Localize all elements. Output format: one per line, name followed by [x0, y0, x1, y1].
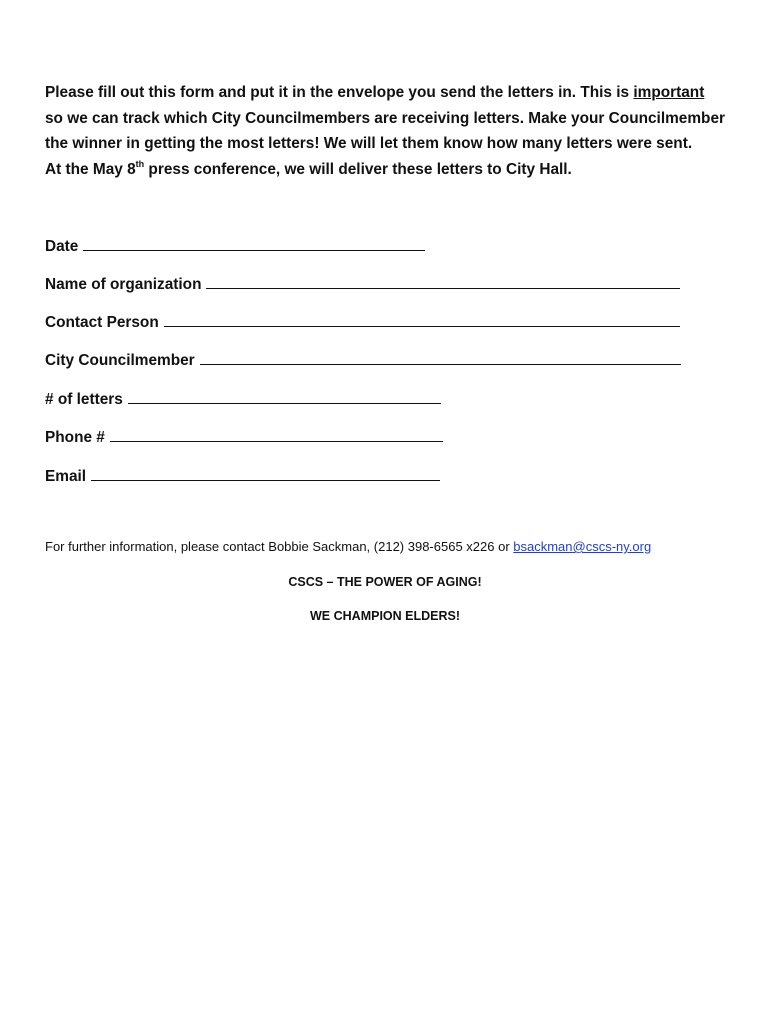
phone-label: Phone # [45, 429, 105, 446]
contact-person-blank-line[interactable] [164, 312, 680, 327]
instructions-line-1 [45, 80, 735, 106]
email-blank-line[interactable] [91, 466, 440, 481]
instructions-paragraph [45, 80, 735, 182]
date-label: Date [45, 238, 79, 255]
instructions-line-4-text: At the May 8 [45, 160, 136, 178]
instructions-line-2: so we can track which City Councilmembers are receiving letters. Make your Councilmember [45, 109, 725, 127]
email-label: Email [45, 468, 87, 485]
organization-blank-line[interactable] [206, 274, 680, 289]
councilmember-field [45, 350, 681, 371]
contact-email-link[interactable]: bsackman@cscs-ny.org [513, 539, 652, 554]
phone-blank-line[interactable] [110, 427, 443, 442]
slogan-power-of-aging: CSCS – THE POWER OF AGING! [288, 575, 482, 589]
letters-count-blank-line[interactable] [128, 389, 441, 404]
instructions-line-1-text: Please fill out this form and put it in the envelope you send the letters in. This is [45, 84, 634, 101]
organization-label: Name of organization [45, 276, 202, 293]
phone-field [45, 427, 443, 448]
councilmember-label: City Councilmember [45, 352, 195, 369]
contact-person-field [45, 312, 680, 333]
important-emphasis: important [633, 84, 705, 101]
instructions-line-3: the winner in getting the most letters! We will let them know how many letters were sent. [45, 135, 693, 152]
contact-person-label: Contact Person [45, 314, 159, 331]
email-field [45, 466, 440, 487]
organization-field [45, 274, 680, 295]
letters-count-label: # of letters [45, 391, 123, 408]
letters-count-field [45, 389, 441, 410]
contact-info [45, 538, 651, 556]
instructions-line-4-rest: press conference, we will deliver these letters to City Hall. [144, 160, 572, 178]
contact-info-text: For further information, please contact Bobbie Sackman, (212) 398-6565 x226 or [45, 539, 514, 554]
councilmember-blank-line[interactable] [200, 350, 681, 365]
date-field [45, 236, 425, 257]
instructions-line-4 [45, 157, 735, 183]
date-blank-line[interactable] [83, 236, 425, 251]
ordinal-superscript: th [135, 158, 145, 169]
slogan-champion-elders: WE CHAMPION ELDERS! [310, 609, 460, 623]
